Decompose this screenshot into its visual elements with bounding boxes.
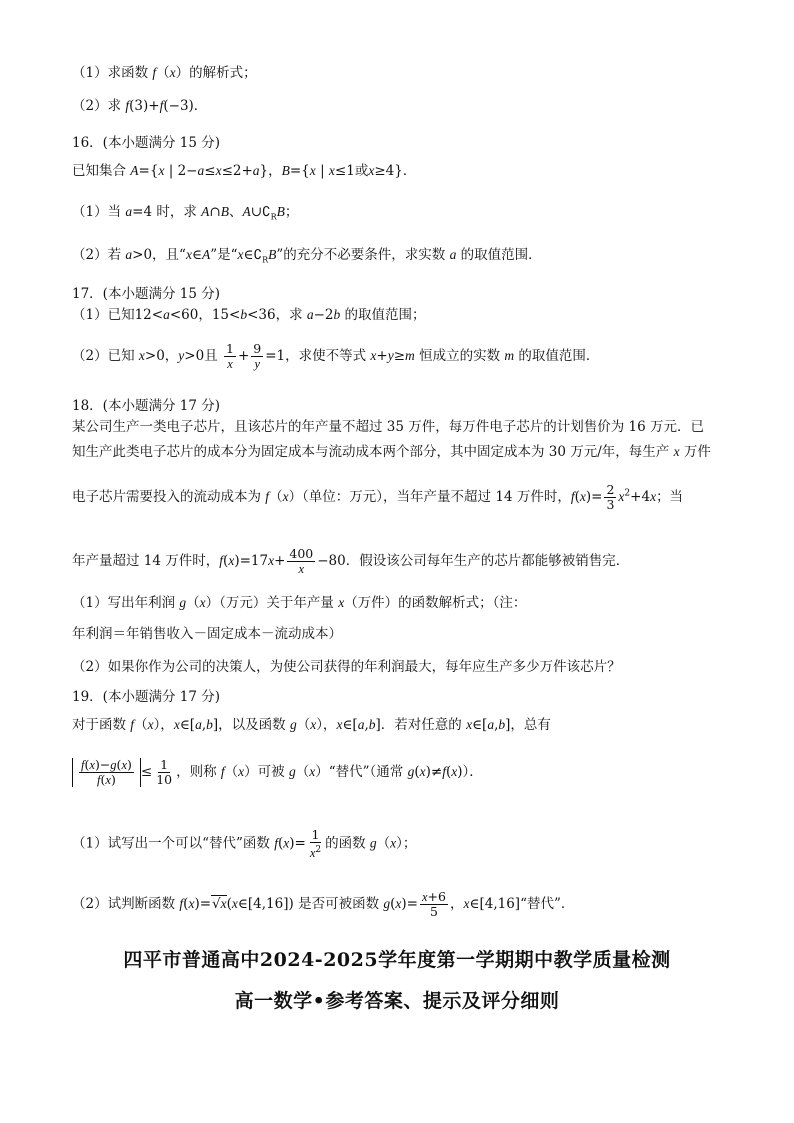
q19-part1: （1）试写出一个可以“替代”函数 f(x)= $\frac{1}{x^2}$ 的函数 g（x）； xyxy=(72,827,417,861)
q18-line3: 电子芯片需要投入的流动成本为 f（x）（单位：万元），当年产量不超过 14 万件时，f(x)= $\frac{2}{3}$ $x^2+4x$；当 xyxy=(72,482,684,512)
q19-part2: （2）试判断函数 f(x)=√x(x∈[4,16]) 是否可被函数 g(x)= $\frac{x+6}{5}$ ，x∈[4,16]“替代”． xyxy=(72,889,575,919)
answer-key-title: 四平市普通高中2024-2025学年度第一学期期中教学质量检测 xyxy=(123,949,671,971)
q16-header: 16．(本小题满分 15 分) xyxy=(72,135,220,151)
q18-part1b: 年利润＝年销售收入－固定成本－流动成本） xyxy=(72,626,342,642)
q18-part2: （2）如果你作为公司的决策人，为使公司获得的年利润最大，每年应生产多少万件该芯片？ xyxy=(72,659,621,675)
q17-part1: （1）已知12<a<60，15<b<36，求 a−2b 的取值范围； xyxy=(72,307,426,323)
q17-part2: （2）已知 x>0，y>0且 $\frac{1}{x}$ + $\frac{9}{y}$ =1，求使不等式 x+y≥m 恒成立的实数 m 的取值范围． xyxy=(72,341,600,371)
q19-line2: $\frac{f(x)-g(x)}{f(x)}$ ≤ $\frac{1}{10}$ ，则称 f（x）可被 g（x）“替代”（通常 g(x)≠f(x)）． xyxy=(72,758,483,787)
q18-line4: 年产量超过 14 万件时，f(x)=17x+ $\frac{400}{x}$ −80．假设该公司每年生产的芯片都能够被销售完． xyxy=(72,546,630,576)
q16-part2: （2）若 a>0，且“x∈A”是“$x\in∁_RB$”的充分不必要条件，求实数 a 的取值范围． xyxy=(72,247,542,265)
q18-line1: 某公司生产一类电子芯片，且该芯片的年产量不超过 35 万件，每万件电子芯片的计划售价为 16 万元．已 xyxy=(72,419,705,435)
q17-header: 17．(本小题满分 15 分) xyxy=(72,286,220,302)
q19-header: 19．(本小题满分 17 分) xyxy=(72,689,220,705)
q18-header: 18．(本小题满分 17 分) xyxy=(72,398,220,414)
q15-part1: （1）求函数 f（x）的解析式； xyxy=(72,65,257,81)
q16-given: 已知集合 A={x | 2−a≤x≤2+a}，B={x | x≤1或x≥4}． xyxy=(72,163,417,179)
q18-part1a: （1）写出年利润 g（x）（万元）关于年产量 x（万件）的函数解析式；（注： xyxy=(72,595,527,611)
q15-part2: （2）求 f(3)+f(−3)． xyxy=(72,98,208,114)
q16-part1: （1）当 a=4 时，求 A∩B、$A\cup∁_RB$； xyxy=(72,204,299,222)
q18-line2: 知生产此类电子芯片的成本分为固定成本与流动成本两个部分，其中固定成本为 30 万元/年，每生产 x 万件 xyxy=(72,444,711,460)
q19-line1: 对于函数 f（x），x∈[a,b]，以及函数 g（x），x∈[a,b]．若对任意的 x∈[a,b]，总有 xyxy=(72,717,551,733)
answer-key-subtitle: 高一数学•参考答案、提示及评分细则 xyxy=(234,990,560,1012)
